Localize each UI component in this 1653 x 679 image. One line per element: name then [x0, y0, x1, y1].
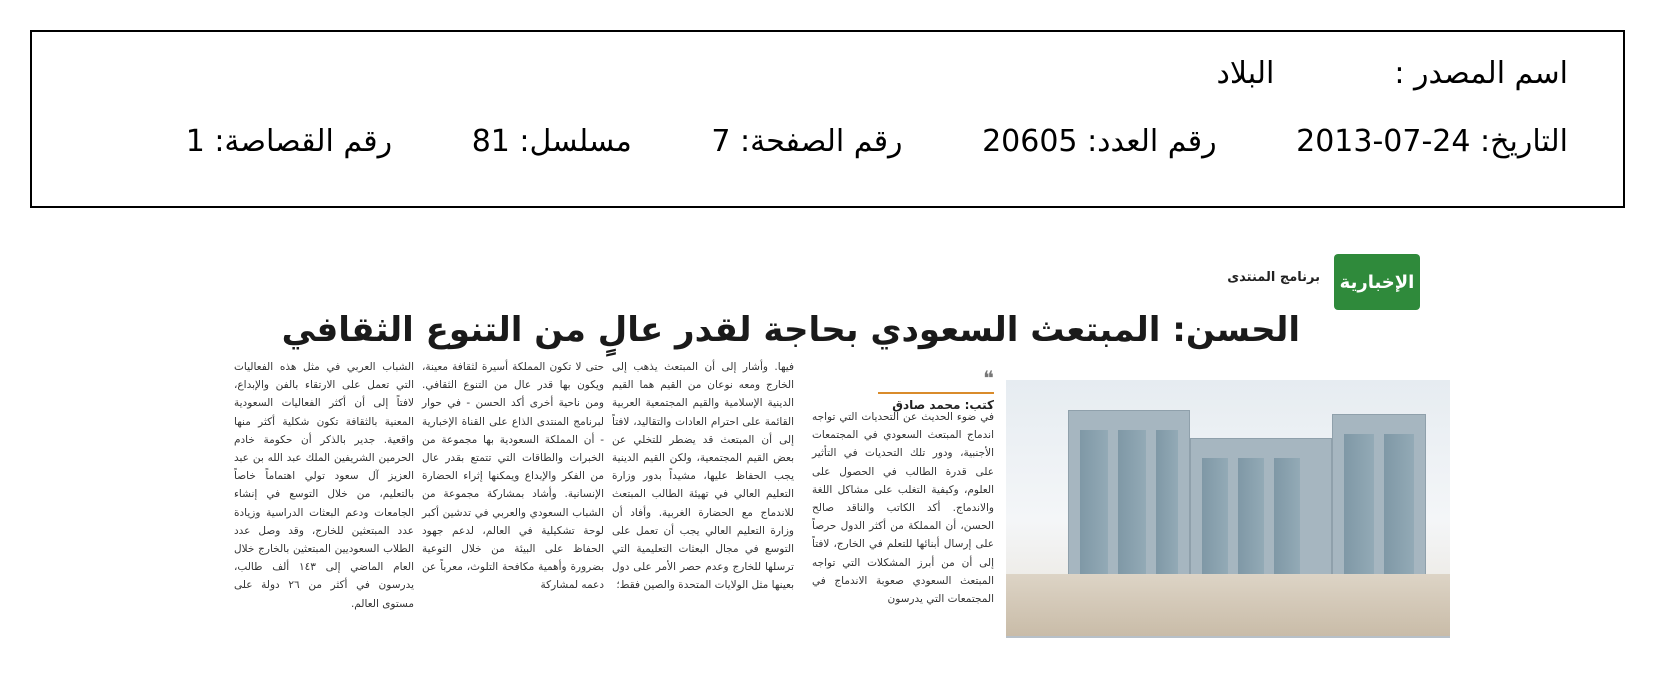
building-photo: [1006, 380, 1450, 638]
issue-label: رقم العدد:: [1087, 124, 1217, 159]
publication-details-line: [186, 124, 1568, 159]
program-name: برنامج المنتدى: [1227, 270, 1320, 285]
serial-label: مسلسل:: [519, 124, 632, 159]
page-value: 7: [711, 124, 731, 159]
clip-label: رقم القصاصة:: [214, 124, 393, 159]
page-label: رقم الصفحة:: [739, 124, 903, 159]
channel-badge: الإخبارية: [1334, 254, 1420, 310]
byline-rule: [878, 392, 994, 394]
clip-value: 1: [185, 124, 205, 159]
article-column-3: حتى لا تكون المملكة أسيرة لثقافة معينة، ويكون بها قدر عال من التنوع الثقافي. ومن ناحية أخرى أكد الحسن - في حوار لبرنامج المنتدى الذاع على القناة الإخبارية - أن المملكة السعودية بها مجموعة من الخبرات والطاقات التي تتمتع بقدر عال من الفكر والإبداع ويمكنها إثراء الحضارة الإنسانية. وأشاد بمشاركة مجموعة من الشباب السعودي والعربي في تدشين أكبر لوحة تشكيلية في العالم، لدعم جهود الحفاظ على البيئة من خلال التوعية بضرورة وأهمية مكافحة التلوث، معرباً عن دعمه لمشاركة: [422, 361, 604, 592]
source-metadata-box: [30, 30, 1625, 208]
issue-value: 20605: [982, 124, 1078, 159]
article-headline: الحسن: المبتعث السعودي بحاجة لقدر عالٍ من التنوع الثقافي: [281, 310, 1300, 350]
serial-value: 81: [471, 124, 510, 159]
source-value: البلاد: [1216, 56, 1275, 91]
source-line: [1217, 56, 1568, 91]
article-column-4: الشباب العربي في مثل هذه الفعاليات التي تعمل على الارتقاء بالفن والإبداع، لافتاً إلى أن أكثر الفعاليات السعودية المعنية بالثقافة تكون شكلية أكثر منها واقعية. جدير بالذكر أن حكومة خادم الحرمين الشريفين الملك عبد الله بن عبد العزيز آل سعود تولي اهتماماً خاصاً بالتعليم، من خلال التوسع في إنشاء الجامعات ودعم البعثات الدراسية وزيادة عدد المبتعثين للخارج، وقد وصل عدد الطلاب السعوديين المبتعثين بالخارج خلال العام الماضي إلى ١٤٣ ألف طالب، يدرسون في أكثر من ٢٦ دولة على مستوى العالم.: [234, 361, 414, 610]
article-column-2: فيها. وأشار إلى أن المبتعث يذهب إلى الخارج ومعه نوعان من القيم هما القيم الدينية الإسلامية والقيم المجتمعية العربية القائمة على احترام العادات والتقاليد، لافتاً إلى أن المبتعث قد يضطر للتخلي عن بعض القيم المجتمعية، ولكن القيم الدينية يجب الحفاظ عليها، مشيداً بدور وزارة التعليم العالي في تهيئة الطالب المبتعث للاندماج مع الحضارة الغربية. وأفاد أن وزارة التعليم العالي يجب أن تعمل على التوسع في مجال البعثات التعليمية التي ترسلها للخارج وعدم حصر الأمر على دول بعينها مثل الولايات المتحدة والصين فقط؛: [612, 361, 794, 592]
quote-mark-icon: ❝: [983, 366, 994, 390]
source-label: اسم المصدر :: [1394, 56, 1568, 91]
date-value: 2013-07-24: [1296, 124, 1471, 159]
newspaper-clipping: [210, 248, 1450, 644]
byline: كتب: محمد صادق: [892, 398, 994, 412]
article-column-1: في ضوء الحديث عن التحديات التي تواجه اندماج المبتعث السعودي في المجتمعات الأجنبية، ودور تلك التحديات في التأثير على قدرة الطالب في الحصول على العلوم، وكيفية التغلب على مشاكل اللغة والاندماج. أكد الكاتب والناقد صالح الحسن، أن المملكة من أكثر الدول حرصاً على إرسال أبنائها للتعلم في الخارج، لافتاً إلى أن من أبرز المشكلات التي تواجه المبتعث السعودي صعوبة الاندماج في المجتمعات التي يدرسون: [812, 411, 994, 606]
date-label: التاريخ:: [1480, 124, 1568, 159]
